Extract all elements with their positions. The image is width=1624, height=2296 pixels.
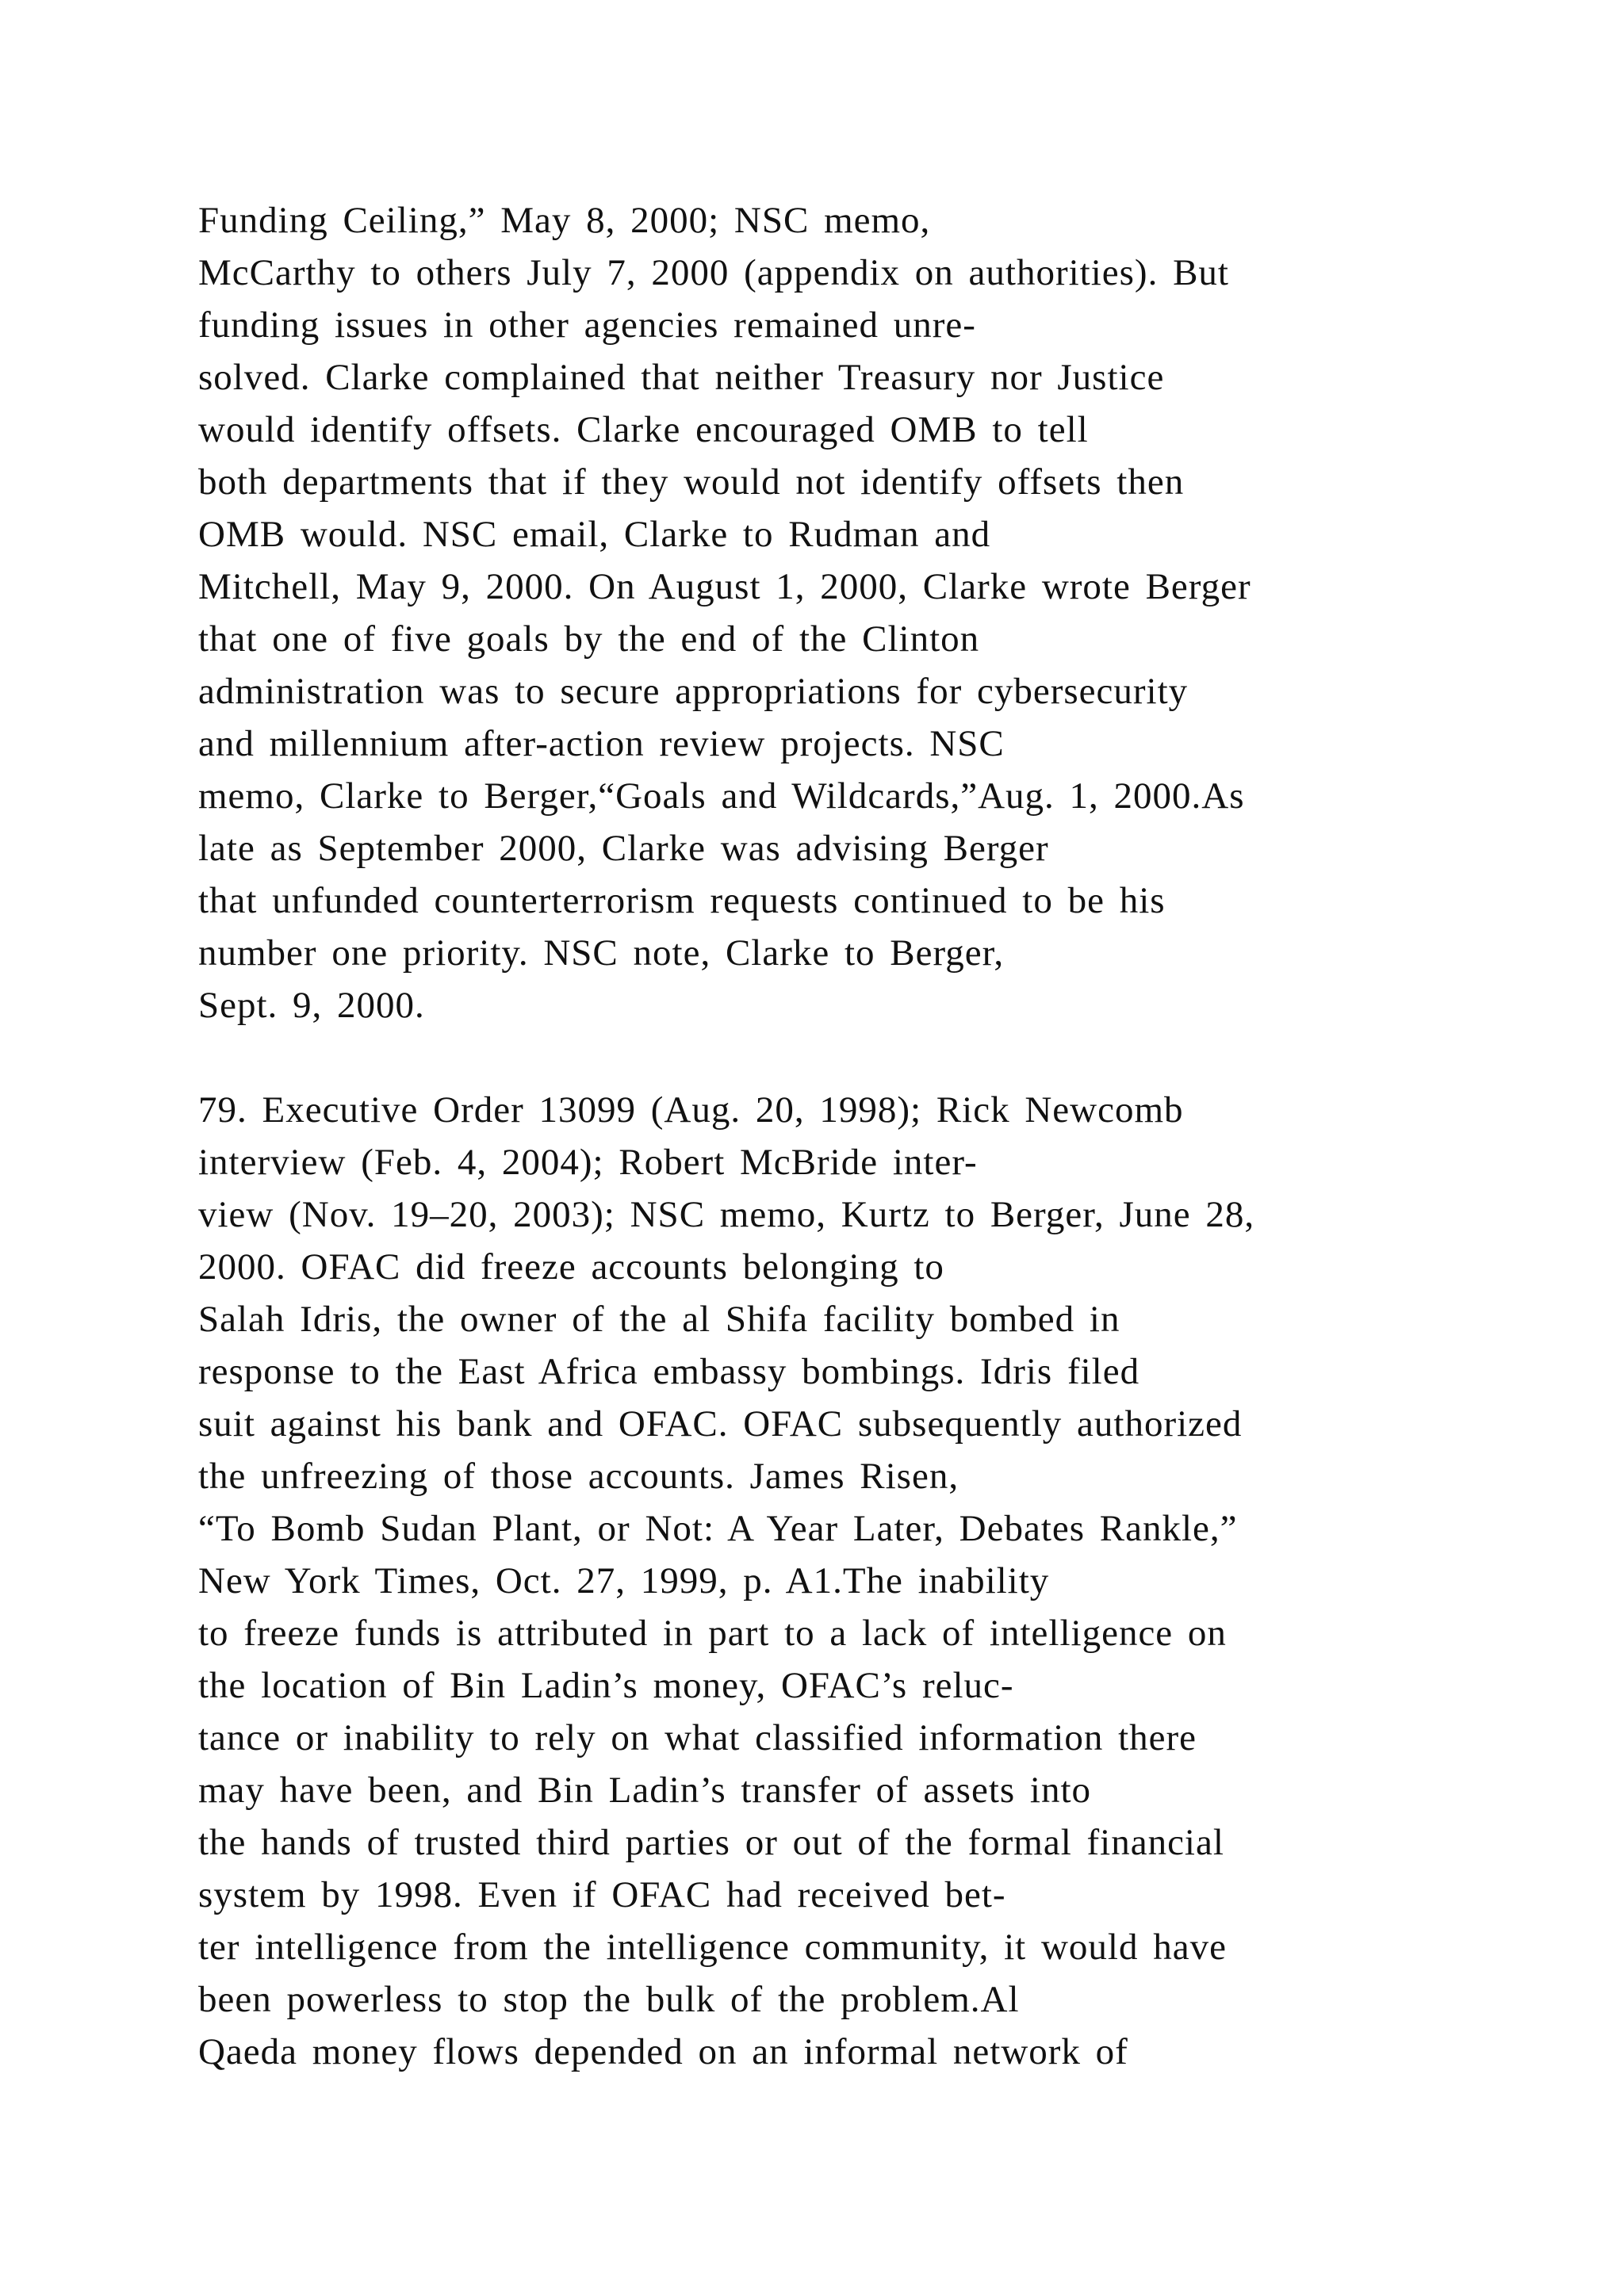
text-line: system by 1998. Even if OFAC had received bet-: [198, 1874, 1006, 1915]
text-line: view (Nov. 19–20, 2003); NSC memo, Kurtz to Berger, June 28,: [198, 1194, 1255, 1235]
text-line: may have been, and Bin Ladin’s transfer of assets into: [198, 1770, 1092, 1811]
text-line: that one of five goals by the end of the Clinton: [198, 618, 980, 660]
paragraph-footnote-79: [198, 1084, 1546, 2078]
text-line: tance or inability to rely on what classified information there: [198, 1717, 1197, 1758]
text-line: response to the East Africa embassy bombings. Idris filed: [198, 1351, 1140, 1392]
text-line: the hands of trusted third parties or out of the formal financial: [198, 1822, 1224, 1863]
text-line: the location of Bin Ladin’s money, OFAC’s reluc-: [198, 1665, 1014, 1706]
text-line: McCarthy to others July 7, 2000 (appendix on authorities). But: [198, 252, 1229, 293]
text-line: 2000. OFAC did freeze accounts belonging to: [198, 1246, 944, 1288]
text-line: number one priority. NSC note, Clarke to Berger,: [198, 932, 1005, 974]
text-line: been powerless to stop the bulk of the problem.Al: [198, 1979, 1020, 2020]
text-line: memo, Clarke to Berger,“Goals and Wildcards,”Aug. 1, 2000.As: [198, 775, 1245, 817]
paragraph-funding-notes: [198, 194, 1546, 1031]
text-line: and millennium after-action review projects. NSC: [198, 723, 1005, 764]
text-line: Sept. 9, 2000.: [198, 985, 425, 1026]
text-line: 79. Executive Order 13099 (Aug. 20, 1998); Rick Newcomb: [198, 1089, 1184, 1131]
text-line: late as September 2000, Clarke was advising Berger: [198, 828, 1049, 869]
text-line: suit against his bank and OFAC. OFAC subsequently authorized: [198, 1403, 1243, 1445]
text-line: New York Times, Oct. 27, 1999, p. A1.The inability: [198, 1560, 1050, 1601]
text-line: ter intelligence from the intelligence community, it would have: [198, 1927, 1227, 1968]
text-line: funding issues in other agencies remained unre-: [198, 304, 976, 346]
text-line: to freeze funds is attributed in part to a lack of intelligence on: [198, 1613, 1227, 1654]
text-line: that unfunded counterterrorism requests continued to be his: [198, 880, 1166, 921]
text-line: both departments that if they would not identify offsets then: [198, 461, 1185, 503]
text-line: solved. Clarke complained that neither Treasury nor Justice: [198, 357, 1165, 398]
text-line: the unfreezing of those accounts. James Risen,: [198, 1456, 959, 1497]
text-line: interview (Feb. 4, 2004); Robert McBride inter-: [198, 1142, 978, 1183]
text-line: “To Bomb Sudan Plant, or Not: A Year Later, Debates Rankle,”: [198, 1508, 1238, 1549]
text-line: Mitchell, May 9, 2000. On August 1, 2000, Clarke wrote Berger: [198, 566, 1251, 607]
text-line: would identify offsets. Clarke encouraged OMB to tell: [198, 409, 1089, 450]
text-line: OMB would. NSC email, Clarke to Rudman and: [198, 514, 991, 555]
text-line: Funding Ceiling,” May 8, 2000; NSC memo,: [198, 200, 931, 241]
text-line: administration was to secure appropriations for cybersecurity: [198, 671, 1189, 712]
text-line: Salah Idris, the owner of the al Shifa facility bombed in: [198, 1299, 1120, 1340]
text-line: Qaeda money flows depended on an informal network of: [198, 2031, 1128, 2072]
